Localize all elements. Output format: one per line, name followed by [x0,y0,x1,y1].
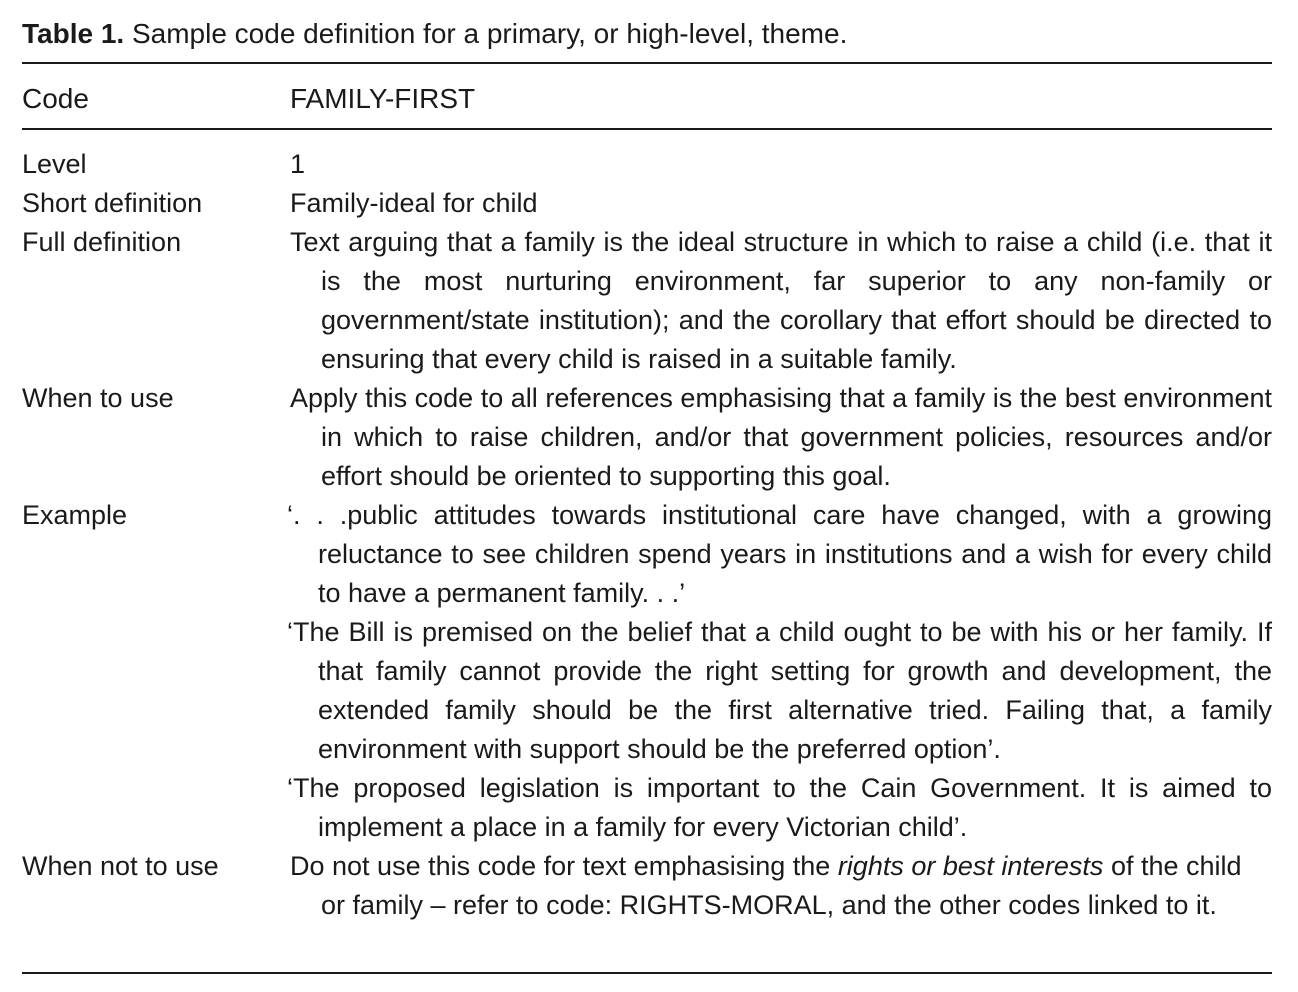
row-term: Level [22,149,87,179]
row-definition: 1 [290,149,306,179]
top-rule [22,62,1272,64]
example-quote: ‘The proposed legislation is important to the Cain Government. It is aimed to implement a place in a family for every Victorian child’. [287,773,1272,842]
table-row-level [22,145,1272,184]
table-body [22,145,1272,925]
row-definition: Family-ideal for child [290,188,538,218]
table-row-when-not-to-use [22,847,1272,925]
row-definition: Text arguing that a family is the ideal structure in which to raise a child (i.e. that it is the most nurturing environment, far superior to any non-family or government/state institution); and the corollary that effort should be directed to ensuring that every child is raised in a suitable family. [290,227,1272,374]
row-term: When to use [22,383,174,413]
header-code-label: Code [22,83,89,114]
example-quote: ‘. . .public attitudes towards institutional care have changed, with a growing reluctance to see children spend years in institutions and a wish for every child to have a permanent family. . .’ [287,500,1272,608]
table-row-full-definition [22,223,1272,379]
row-term: When not to use [22,851,219,881]
header-code-value: FAMILY-FIRST [290,83,476,114]
header-rule [22,128,1272,130]
definition-text-start: Do not use this code for text emphasising the [290,851,838,881]
row-term: Full definition [22,227,182,257]
table-caption-text: Sample code definition for a primary, or high-level, theme. [131,18,848,49]
bottom-rule [22,972,1272,974]
table-caption [22,14,847,54]
table-row-short-definition [22,184,1272,223]
table-row-when-to-use [22,379,1272,496]
table-row-example [22,496,1272,847]
example-quote: ‘The Bill is premised on the belief that a child ought to be with his or her family. If that family cannot provide the right setting for growth and development, the extended family should be the first alternative tried. Failing that, a family environment with support should be the preferred option’. [287,617,1272,764]
row-definition [290,847,1272,925]
definition-text-italic: rights or best interests [837,851,1104,881]
table-caption-label: Table 1. [22,18,125,49]
row-term: Short definition [22,188,203,218]
row-term: Example [22,500,128,530]
definition-text-end: of the child or family – refer to code: RIGHTS-MORAL, and the other codes linked to it. [321,851,1242,920]
row-definition: Apply this code to all references emphasising that a family is the best environment in which to raise children, and/or that government policies, resources and/or effort should be oriented to supporting this goal. [290,383,1272,491]
